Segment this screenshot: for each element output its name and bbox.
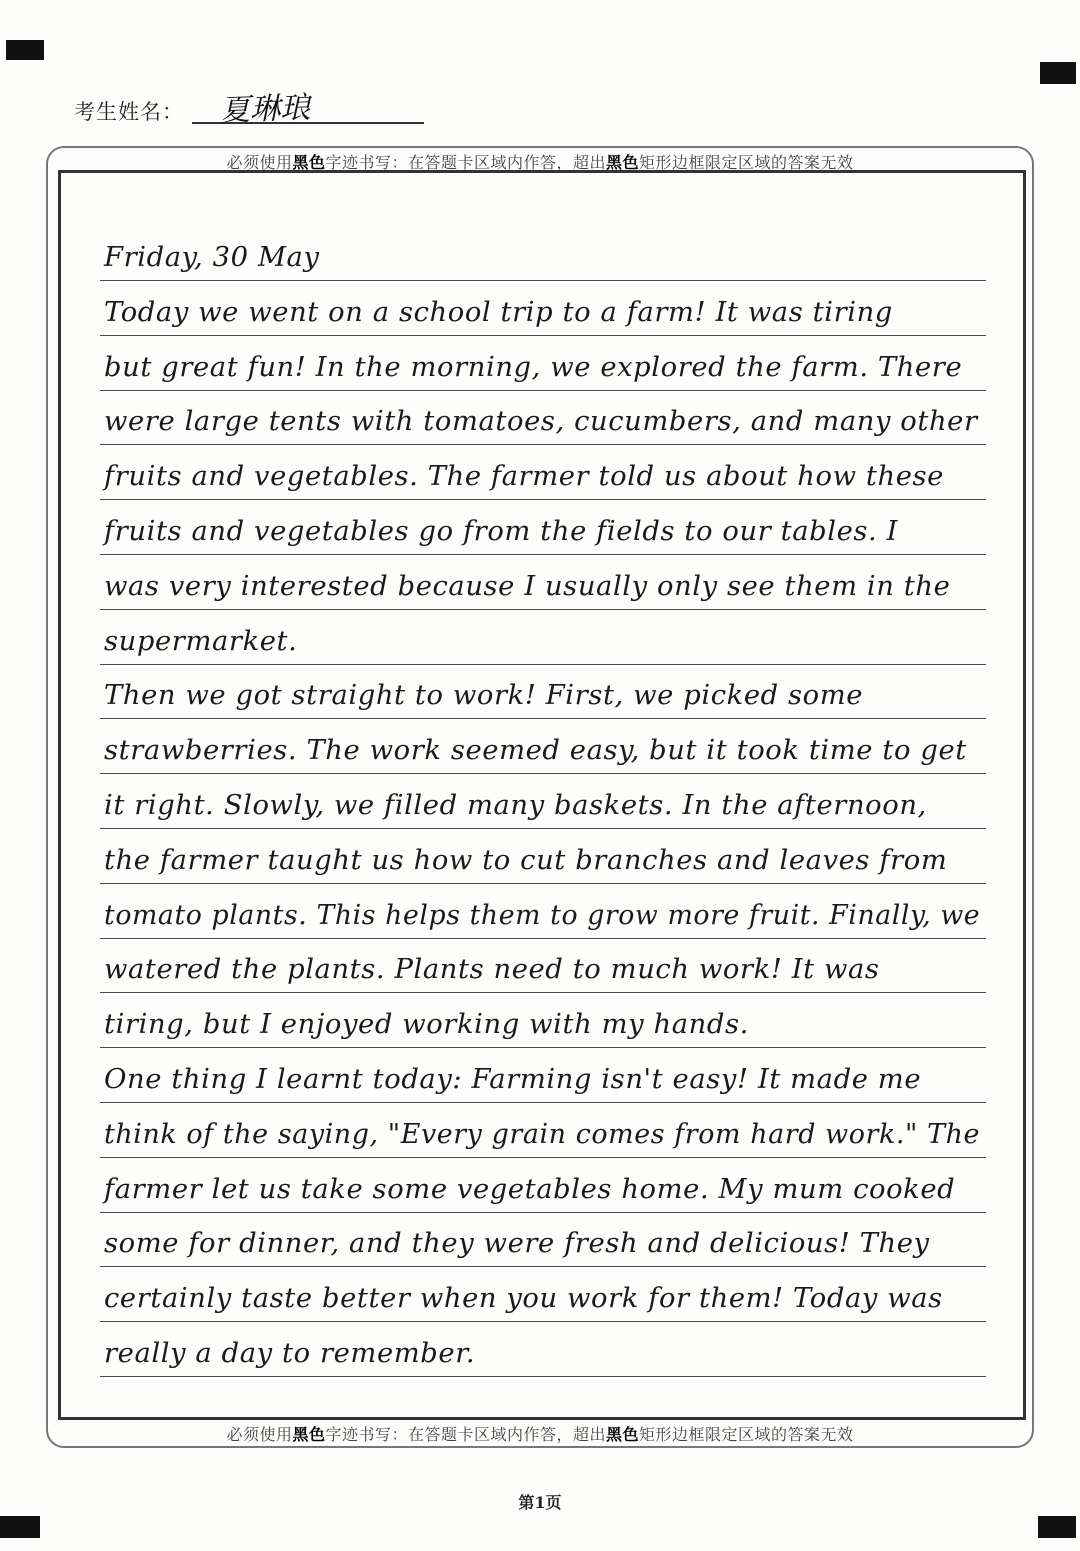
essay-line: fruits and vegetables. The farmer told us about how these [104, 460, 944, 493]
registration-mark-top-right [1040, 62, 1076, 84]
essay-line: Then we got straight to work! First, we picked some [104, 679, 864, 712]
notice-highlight: 黑色 [292, 153, 326, 172]
ruled-line [100, 773, 986, 774]
candidate-name-label: 考生姓名： [74, 100, 184, 124]
essay-line: was very interested because I usually only see them in the [104, 569, 951, 602]
essay-line: really a day to remember. [104, 1337, 476, 1369]
ruled-line [100, 1266, 986, 1267]
notice-highlight: 黑色 [292, 1425, 326, 1444]
ruled-line [100, 335, 986, 336]
candidate-name-row [74, 86, 434, 129]
ruled-line [100, 280, 986, 281]
essay-line: supermarket. [104, 624, 298, 657]
instruction-notice-top [0, 150, 1080, 173]
notice-text: 矩形边框限定区域的答案无效 [639, 1425, 854, 1444]
ruled-line [100, 828, 986, 829]
instruction-notice-bottom [0, 1422, 1080, 1445]
ruled-line [100, 1212, 986, 1213]
ruled-line [100, 609, 986, 610]
essay-line: some for dinner, and they were fresh and delicious! They [104, 1227, 930, 1260]
essay-line: were large tents with tomatoes, cucumbers, and many other [104, 405, 978, 438]
ruled-line [100, 664, 986, 665]
notice-text: 字迹书写：在答题卡区域内作答，超出 [325, 153, 606, 172]
essay-line: tiring, but I enjoyed working with my hands. [104, 1008, 749, 1041]
notice-text: 必须使用 [226, 1425, 293, 1444]
ruled-line [100, 554, 986, 555]
ruled-line [100, 1047, 986, 1048]
registration-mark-bottom-right [1038, 1516, 1076, 1538]
ruled-line [100, 718, 986, 719]
essay-line: Friday, 30 May [104, 241, 320, 273]
ruled-line [100, 1157, 986, 1158]
essay-line: the farmer taught us how to cut branches and leaves from [104, 843, 948, 876]
notice-text: 必须使用 [226, 153, 293, 172]
ruled-line [100, 499, 986, 500]
essay-line: One thing I learnt today: Farming isn't easy! It made me [104, 1063, 922, 1095]
essay-line: watered the plants. Plants need to much work! It was [104, 953, 880, 986]
notice-highlight: 黑色 [606, 153, 640, 172]
ruled-line [100, 938, 986, 939]
registration-mark-bottom-left [0, 1516, 40, 1538]
ruled-line [100, 883, 986, 884]
essay-line: Today we went on a school trip to a farm! It was tiring [104, 295, 893, 328]
essay-line: strawberries. The work seemed easy, but it took time to get [104, 734, 967, 767]
ruled-line [100, 1376, 986, 1377]
notice-text: 字迹书写：在答题卡区域内作答，超出 [325, 1425, 606, 1444]
ruled-line [100, 444, 986, 445]
essay-line: think of the saying, "Every grain comes from hard work." The [104, 1117, 981, 1150]
essay-line: it right. Slowly, we filled many baskets. In the afternoon, [104, 789, 927, 821]
ruled-line [100, 992, 986, 993]
page-number: 第1页 [518, 1493, 562, 1512]
notice-text: 矩形边框限定区域的答案无效 [639, 153, 854, 172]
candidate-name-value: 夏琳琅 [219, 90, 311, 129]
essay-line: farmer let us take some vegetables home. My mum cooked [104, 1172, 956, 1205]
registration-mark-top-left [6, 40, 44, 60]
essay-line: tomato plants. This helps them to grow more fruit. Finally, we [104, 898, 981, 931]
essay-line: certainly taste better when you work for them! Today was [104, 1282, 943, 1315]
ruled-line [100, 390, 986, 391]
notice-highlight: 黑色 [606, 1425, 640, 1444]
ruled-line [100, 1102, 986, 1103]
essay-line: but great fun! In the morning, we explored the farm. There [104, 350, 963, 383]
essay-line: fruits and vegetables go from the fields to our tables. I [104, 515, 899, 547]
ruled-line [100, 1321, 986, 1322]
